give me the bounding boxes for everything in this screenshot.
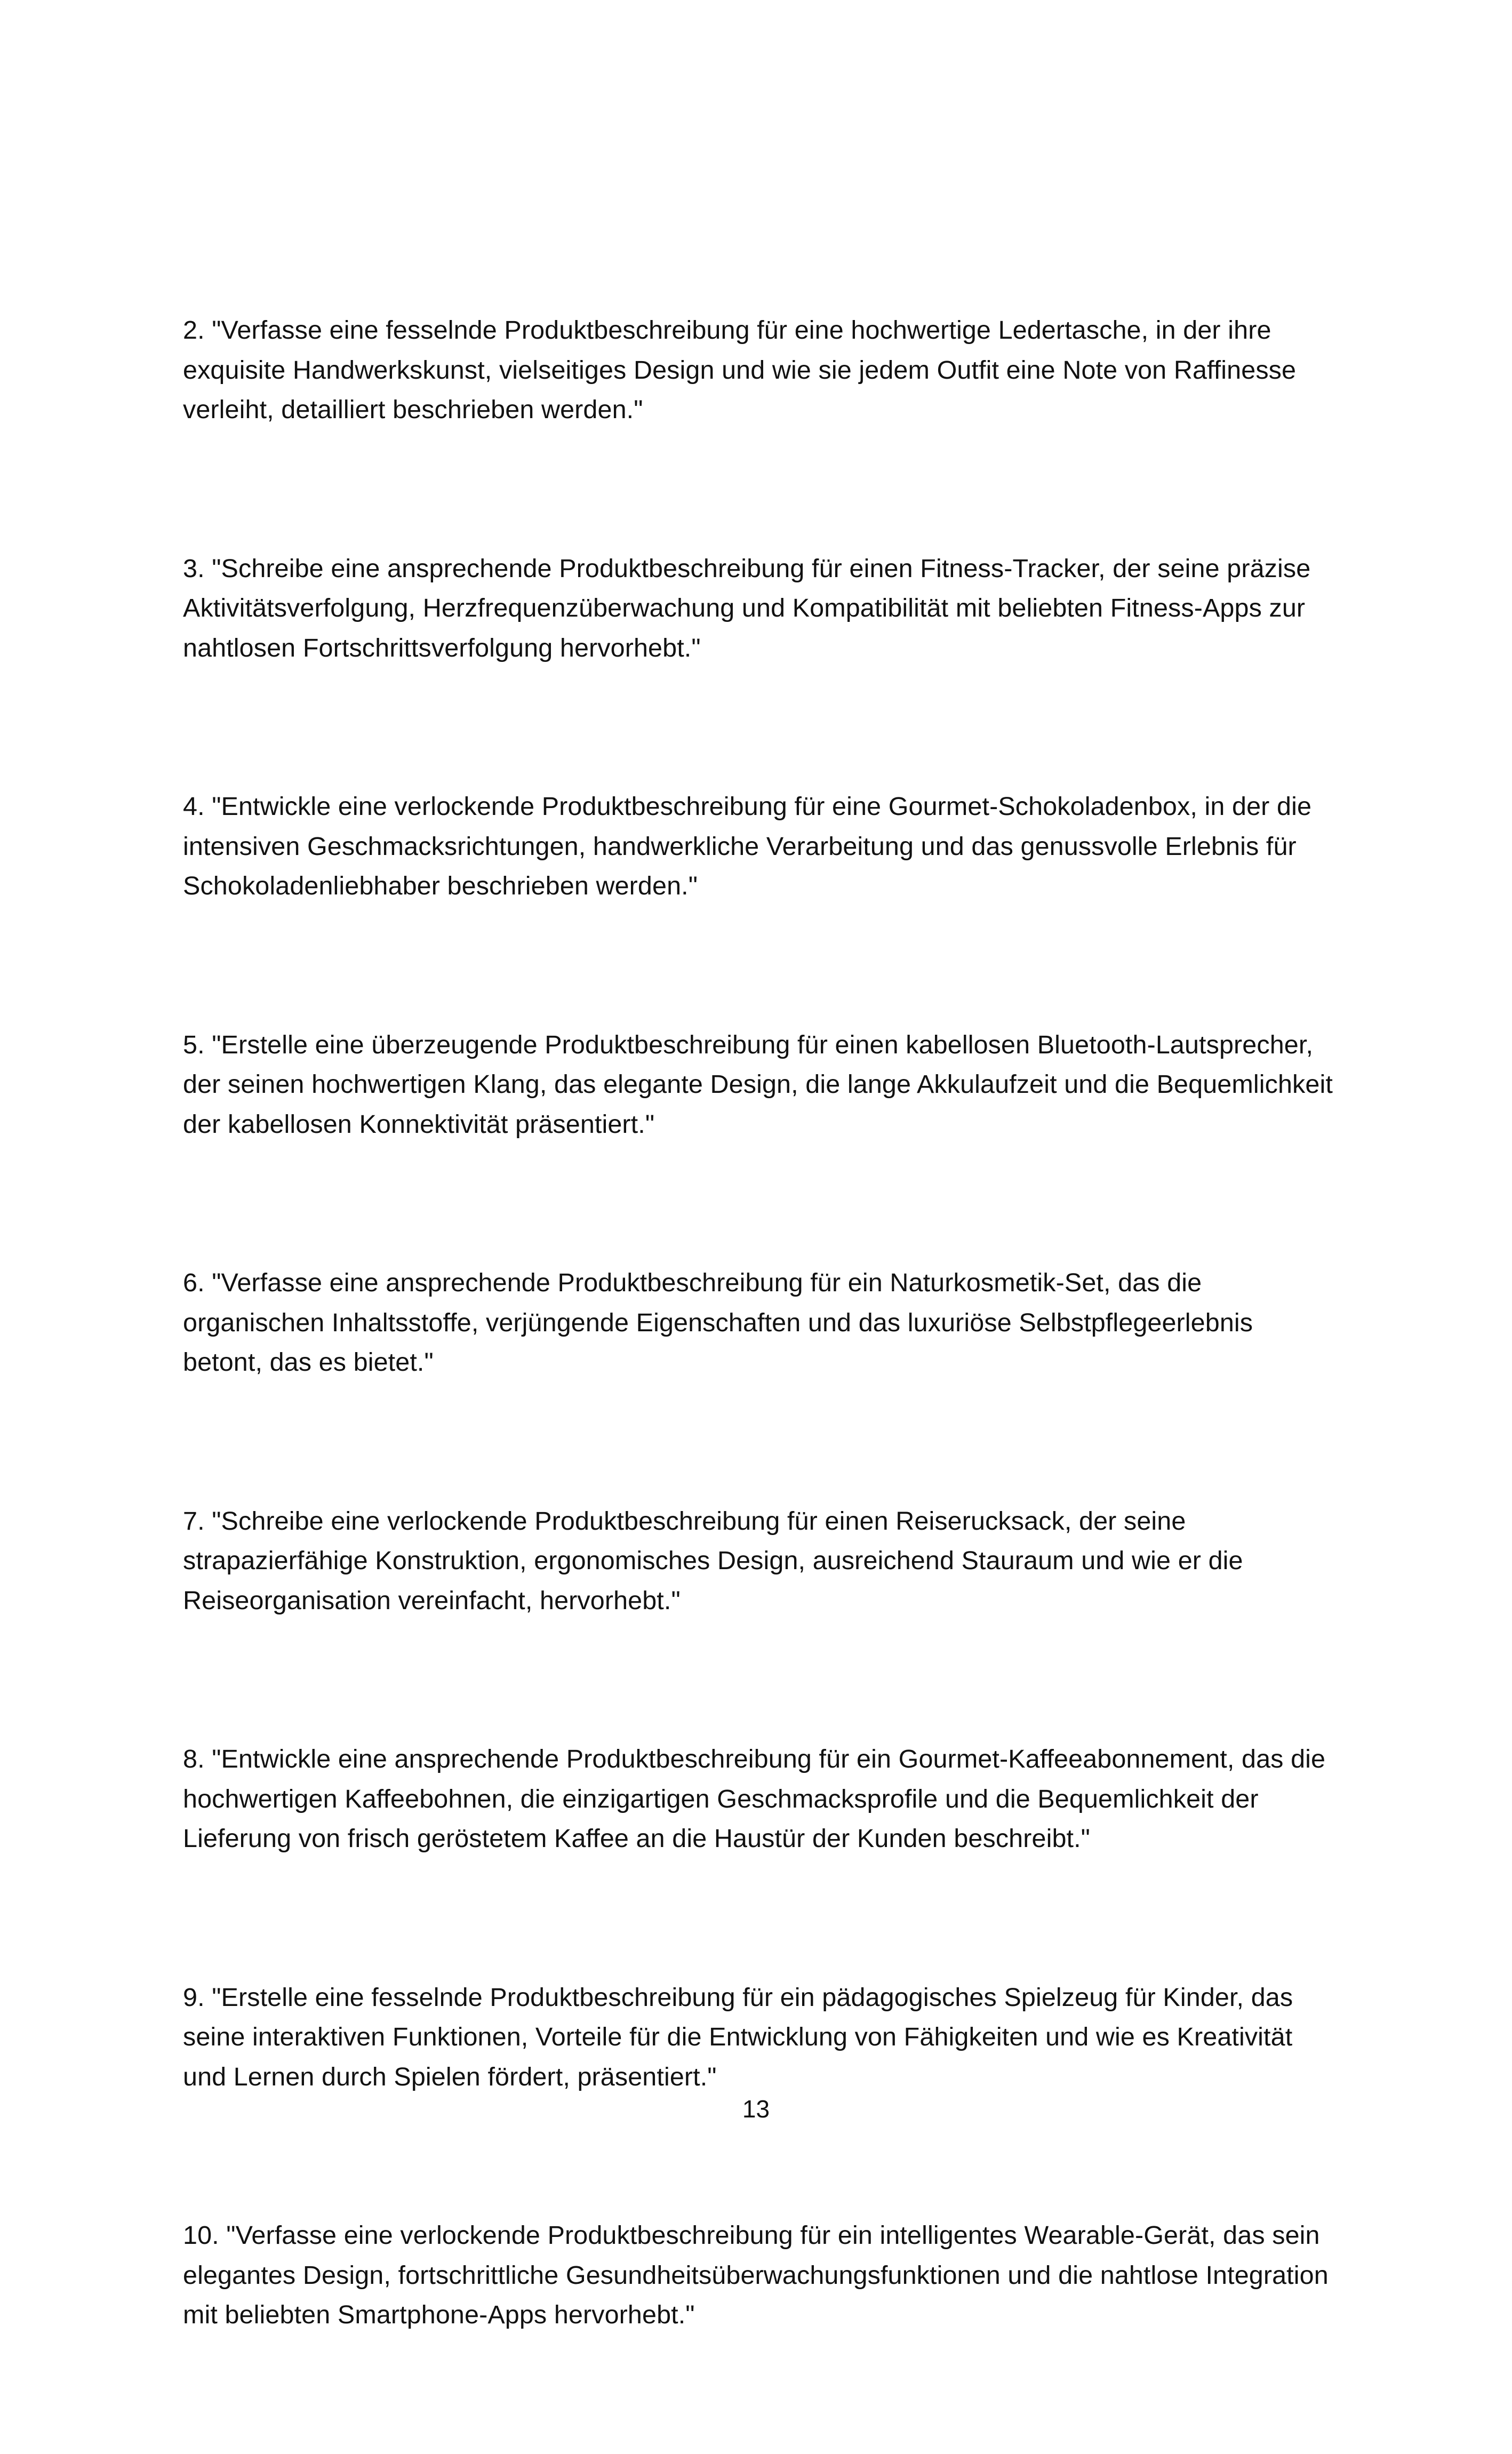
prompt-item-7: 7. "Schreibe eine verlockende Produktbeschreibung für einen Reiserucksack, der seine strapazierfähige Konstruktion, ergonomisches Design, ausreichend Stauraum und wie er die Reiseorganisation vereinfacht, hervorhebt." [183,1506,1243,1615]
prompt-item-2: 2. "Verfasse eine fesselnde Produktbeschreibung für eine hochwertige Ledertasche, in der ihre exquisite Handwerkskunst, vielseitiges Design und wie sie jedem Outfit eine Note von Raffinesse verleiht, detailliert beschrieben werden." [183,316,1297,424]
prompt-item-10: 10. "Verfasse eine verlockende Produktbeschreibung für ein intelligentes Wearable-Gerät, das sein elegantes Design, fortschrittliche Gesundheitsüberwachungsfunktionen und die nahtlose Integration mit beliebten Smartphone-Apps hervorhebt." [183,2221,1329,2329]
prompt-item-9: 9. "Erstelle eine fesselnde Produktbeschreibung für ein pädagogisches Spielzeug für Kinder, das seine interaktiven Funktionen, Vorteile für die Entwicklung von Fähigkeiten und wie es Kreativität und Lernen durch Spielen fördert, präsentiert." [183,1983,1293,2091]
prompt-item-3: 3. "Schreibe eine ansprechende Produktbeschreibung für einen Fitness-Tracker, der seine präzise Aktivitätsverfolgung, Herzfrequenzüberwachung und Kompatibilität mit beliebten Fitness-Apps zur nahtlosen Fortschrittsverfolgung hervorhebt." [183,554,1311,662]
prompt-item-6: 6. "Verfasse eine ansprechende Produktbeschreibung für ein Naturkosmetik-Set, das die organischen Inhaltsstoffe, verjüngende Eigenschaften und das luxuriöse Selbstpflegeerlebnis betont, das es bietet." [183,1268,1253,1377]
prompt-item-4: 4. "Entwickle eine verlockende Produktbeschreibung für eine Gourmet-Schokoladenbox, in der die intensiven Geschmacksrichtungen, handwerkliche Verarbeitung und das genussvolle Erlebnis für Schokoladenliebhaber beschrieben werden." [183,792,1312,900]
page-number: 13 [742,2095,770,2123]
prompt-item-8: 8. "Entwickle eine ansprechende Produktbeschreibung für ein Gourmet-Kaffeeabonnement, das die hochwertigen Kaffeebohnen, die einzigartigen Geschmacksprofile und die Bequemlichkeit der Lieferung von frisch geröstetem Kaffee an die Haustür der Kunden beschreibt." [183,1745,1326,1853]
prompt-list [183,310,1335,2454]
prompt-item-5: 5. "Erstelle eine überzeugende Produktbeschreibung für einen kabellosen Bluetooth-Lautsprecher, der seinen hochwertigen Klang, das elegante Design, die lange Akkulaufzeit und die Bequemlichkeit der kabellosen Konnektivität präsentiert." [183,1030,1333,1139]
